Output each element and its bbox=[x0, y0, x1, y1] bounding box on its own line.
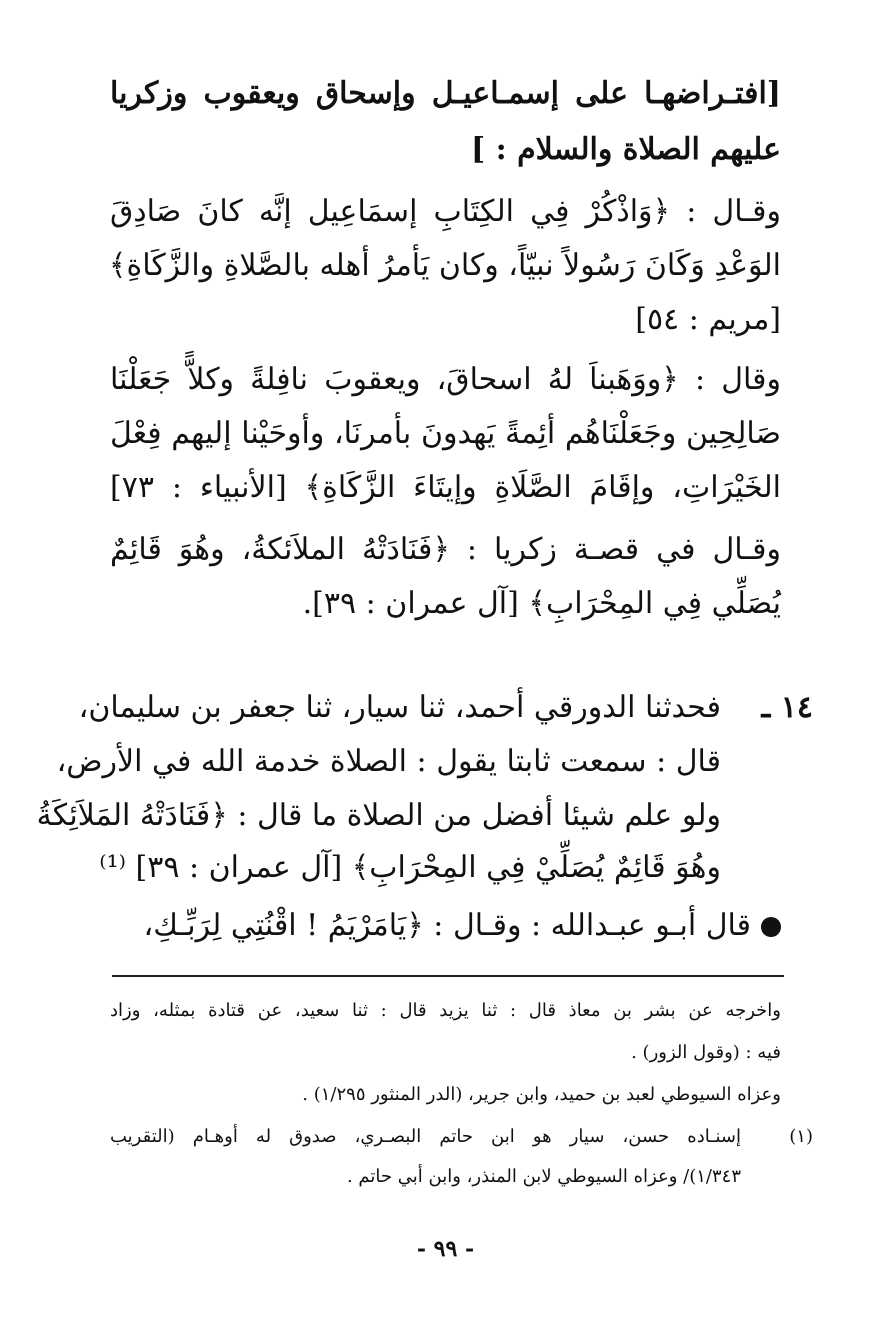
paragraph-2-line-1: وقال : ﴿ووَهَبناَ لهُ اسحاقَ، ويعقوبَ نافِلةً وكلاًّ جَعَلْنَا bbox=[110, 362, 781, 397]
bullet-icon bbox=[761, 917, 781, 937]
footnote-1-marker: (١) bbox=[789, 1126, 813, 1147]
footnote-divider bbox=[112, 975, 784, 977]
closing-line bbox=[110, 904, 781, 948]
footnote-continued-line-1: واخرجه عن بشر بن معاذ قال : ثنا يزيد قال : ثنا سعيد، عن قتادة بمثله، وزاد bbox=[110, 1000, 781, 1021]
footnote-continued-line-2: فيه : (وقول الزور) . bbox=[631, 1042, 781, 1063]
section-heading-line-2: عليهم الصلاة والسلام : ] bbox=[470, 132, 781, 167]
hadith-number: ١٤ ـ bbox=[761, 690, 813, 725]
paragraph-1-line-1: وقـال : ﴿وَاذْكُرْ فِي الكِتَابِ إسمَاعِيل إنَّه كانَ صَادِقَ bbox=[110, 194, 781, 229]
hadith-line-2: قال : سمعت ثابتا يقول : الصلاة خدمة الله في الأرض، bbox=[56, 744, 721, 779]
paragraph-1-line-2: الوَعْدِ وَكَانَ رَسُولاً نبيّاً، وكان يَأمرُ أهله بالصَّلاةِ والزَّكَاةِ﴾ bbox=[108, 248, 781, 283]
paragraph-2-line-3: الخَيْرَاتِ، وإقَامَ الصَّلَاةِ وإيتَاءَ الزَّكَاةِ﴾ [الأنبياء : ٧٣] bbox=[110, 470, 781, 505]
paragraph-3-line-2: يُصَلِّي فِي المِحْرَابِ﴾ [آل عمران : ٣٩]. bbox=[302, 586, 781, 621]
paragraph-3-line-1: وقـال في قصـة زكريا : ﴿فَنَادَتْهُ الملاَئكةُ، وهُوَ قَائِمٌ bbox=[110, 532, 781, 567]
footnote-1-line-2: ١/٣٤٣)/ وعزاه السيوطي لابن المنذر، وابن أبي حاتم . bbox=[346, 1166, 741, 1187]
paragraph-2-line-2: صَالِحِين وجَعَلْنَاهُم أئِمةً يَهدونَ بأمرنَا، وأوحَيْنا إليهم فِعْلَ bbox=[110, 416, 781, 451]
page-number: - ٩٩ - bbox=[416, 1236, 475, 1262]
footnote-continued-line-3: وعزاه السيوطي لعبد بن حميد، وابن جرير، (الدر المنثور ١/٢٩٥) . bbox=[302, 1084, 781, 1105]
section-heading-line-1: [افتـراضهـا على إسمـاعيـل وإسحاق ويعقوب وزكريا bbox=[110, 76, 781, 111]
paragraph-1-line-3: [مريم : ٥٤] bbox=[635, 302, 781, 337]
hadith-line-3: ولو علم شيئا أفضل من الصلاة ما قال : ﴿فَنَادَتْهُ المَلاَئِكَةُ bbox=[36, 798, 721, 833]
hadith-line-4: وهُوَ قَائِمٌ يُصَلِّيْ فِي المِحْرَابِ﴾ [آل عمران : ٣٩] ⁽¹⁾ bbox=[99, 850, 721, 885]
closing-text: قال أبـو عبـدالله : وقـال : ﴿يَامَرْيَمُ ! اقْنُتِي لِرَبِّـكِ، bbox=[143, 908, 751, 943]
footnote-1-line-1: إسنـاده حسن، سيار هو ابن حاتم البصـري، صدوق له أوهـام (التقريب bbox=[110, 1126, 741, 1147]
hadith-line-1: فحدثنا الدورقي أحمد، ثنا سيار، ثنا جعفر بن سليمان، bbox=[78, 690, 721, 725]
